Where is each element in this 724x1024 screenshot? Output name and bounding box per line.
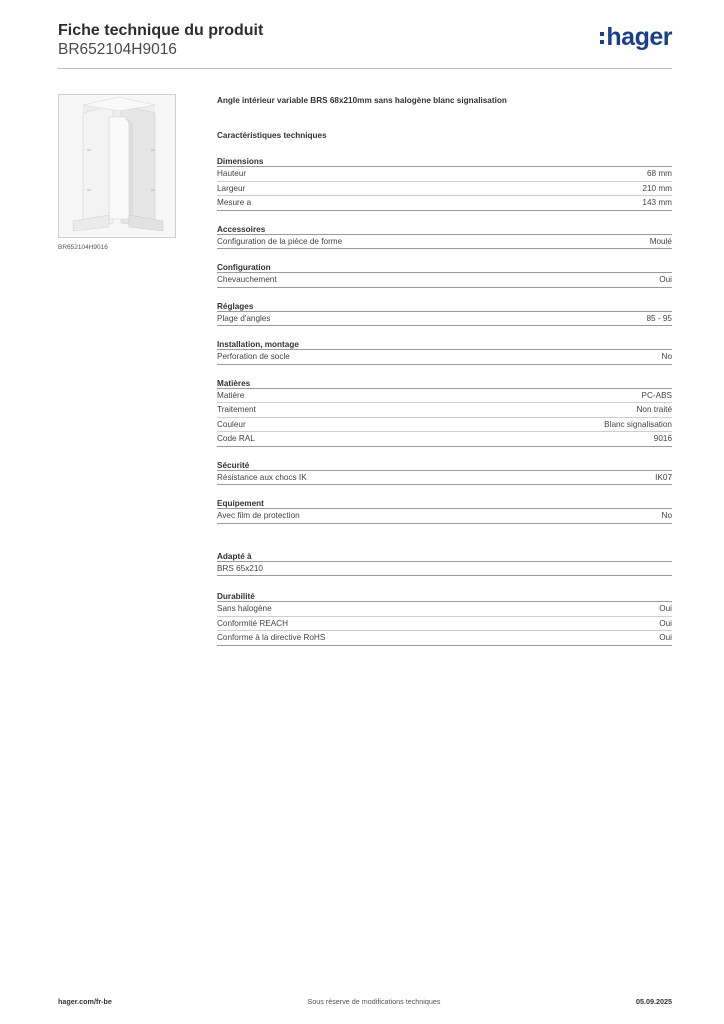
spec-label: Conformité REACH bbox=[217, 618, 288, 628]
spec-row bbox=[217, 418, 672, 433]
spec-label: Sans halogène bbox=[217, 604, 272, 613]
spec-value: 9016 bbox=[653, 434, 672, 443]
section-title: Sécurité bbox=[217, 460, 672, 471]
section-title: Equipement bbox=[217, 498, 672, 509]
spec-row bbox=[217, 312, 672, 327]
spec-label: Avec film de protection bbox=[217, 511, 300, 520]
spec-value: Oui bbox=[659, 275, 672, 284]
spec-value: Moulé bbox=[649, 236, 672, 246]
spec-section bbox=[217, 156, 672, 211]
spec-section bbox=[217, 378, 672, 447]
spec-value: No bbox=[661, 511, 672, 520]
spec-row bbox=[217, 273, 672, 288]
spec-label: Chevauchement bbox=[217, 275, 277, 284]
spec-section bbox=[217, 339, 672, 365]
footer-website-link[interactable]: hager.com/fr-be bbox=[58, 997, 112, 1006]
spec-value: Oui bbox=[659, 604, 672, 613]
spec-row bbox=[217, 509, 672, 524]
spec-value: No bbox=[661, 352, 672, 361]
spec-section bbox=[217, 224, 672, 250]
product-description: Angle intérieur variable BRS 68x210mm sans halogène blanc signalisation bbox=[217, 96, 507, 105]
spec-label: Perforation de socle bbox=[217, 352, 290, 361]
spec-row bbox=[217, 432, 672, 447]
spec-value: 85 - 95 bbox=[646, 313, 672, 323]
image-caption: BR652104H9016 bbox=[58, 244, 108, 251]
spec-label: Conforme à la directive RoHS bbox=[217, 633, 326, 642]
footer-date: 05.09.2025 bbox=[636, 997, 672, 1006]
spec-row bbox=[217, 235, 672, 250]
spec-section bbox=[217, 460, 672, 486]
product-photo bbox=[59, 95, 175, 237]
spec-row bbox=[217, 167, 672, 182]
page-title: Fiche technique du produit bbox=[58, 22, 264, 39]
spec-row bbox=[217, 471, 672, 486]
spec-section bbox=[217, 498, 672, 524]
spec-value: Non traité bbox=[636, 405, 672, 414]
section-title: Installation, montage bbox=[217, 339, 672, 350]
page-footer bbox=[58, 997, 672, 1006]
spec-row bbox=[217, 617, 672, 632]
hager-logo[interactable] bbox=[600, 23, 672, 52]
spec-value: Blanc signalisation bbox=[604, 419, 672, 429]
spec-value: PC-ABS bbox=[641, 390, 672, 400]
section-title: Adapté à bbox=[217, 551, 672, 562]
spec-row bbox=[217, 182, 672, 197]
spec-label: BRS 65x210 bbox=[217, 563, 263, 573]
spec-row bbox=[217, 631, 672, 646]
spec-section bbox=[217, 262, 672, 288]
spec-content bbox=[217, 96, 672, 646]
logo-text: hager bbox=[606, 23, 672, 51]
spec-row bbox=[217, 602, 672, 617]
section-title: Durabilité bbox=[217, 591, 672, 602]
spec-label: Code RAL bbox=[217, 434, 255, 443]
spec-label: Plage d'angles bbox=[217, 313, 271, 323]
footer-notice: Sous réserve de modifications techniques bbox=[307, 997, 441, 1006]
spec-section bbox=[217, 551, 672, 577]
spec-value: 143 mm bbox=[642, 198, 672, 207]
spec-label: Configuration de la pièce de forme bbox=[217, 236, 343, 246]
spec-section bbox=[217, 591, 672, 646]
page-header bbox=[58, 21, 672, 69]
product-reference: BR652104H9016 bbox=[58, 41, 177, 58]
section-title: Dimensions bbox=[217, 156, 672, 167]
section-title: Configuration bbox=[217, 262, 672, 273]
spec-value: Oui bbox=[659, 633, 672, 642]
spec-label: Matière bbox=[217, 390, 245, 400]
spec-label: Hauteur bbox=[217, 169, 247, 178]
spec-row bbox=[217, 562, 672, 577]
spec-section bbox=[217, 301, 672, 327]
spec-label: Résistance aux chocs IK bbox=[217, 472, 307, 482]
spec-value: 68 mm bbox=[646, 169, 672, 178]
spec-row bbox=[217, 389, 672, 404]
section-title: Réglages bbox=[217, 301, 672, 312]
spec-label: Mesure a bbox=[217, 198, 252, 207]
spec-value: Oui bbox=[659, 618, 672, 628]
spec-row bbox=[217, 196, 672, 211]
spec-row bbox=[217, 350, 672, 365]
section-title: Matières bbox=[217, 378, 672, 389]
spec-value: 210 mm bbox=[642, 183, 672, 193]
tech-heading: Caractéristiques techniques bbox=[217, 131, 327, 140]
logo-dots-icon bbox=[600, 30, 604, 46]
spec-label: Traitement bbox=[217, 405, 256, 414]
spec-label: Largeur bbox=[217, 183, 246, 193]
product-image bbox=[58, 94, 176, 238]
spec-value: IK07 bbox=[655, 472, 672, 482]
section-title: Accessoires bbox=[217, 224, 672, 235]
spec-row bbox=[217, 403, 672, 418]
spec-sections bbox=[217, 156, 672, 646]
spec-label: Couleur bbox=[217, 419, 246, 429]
